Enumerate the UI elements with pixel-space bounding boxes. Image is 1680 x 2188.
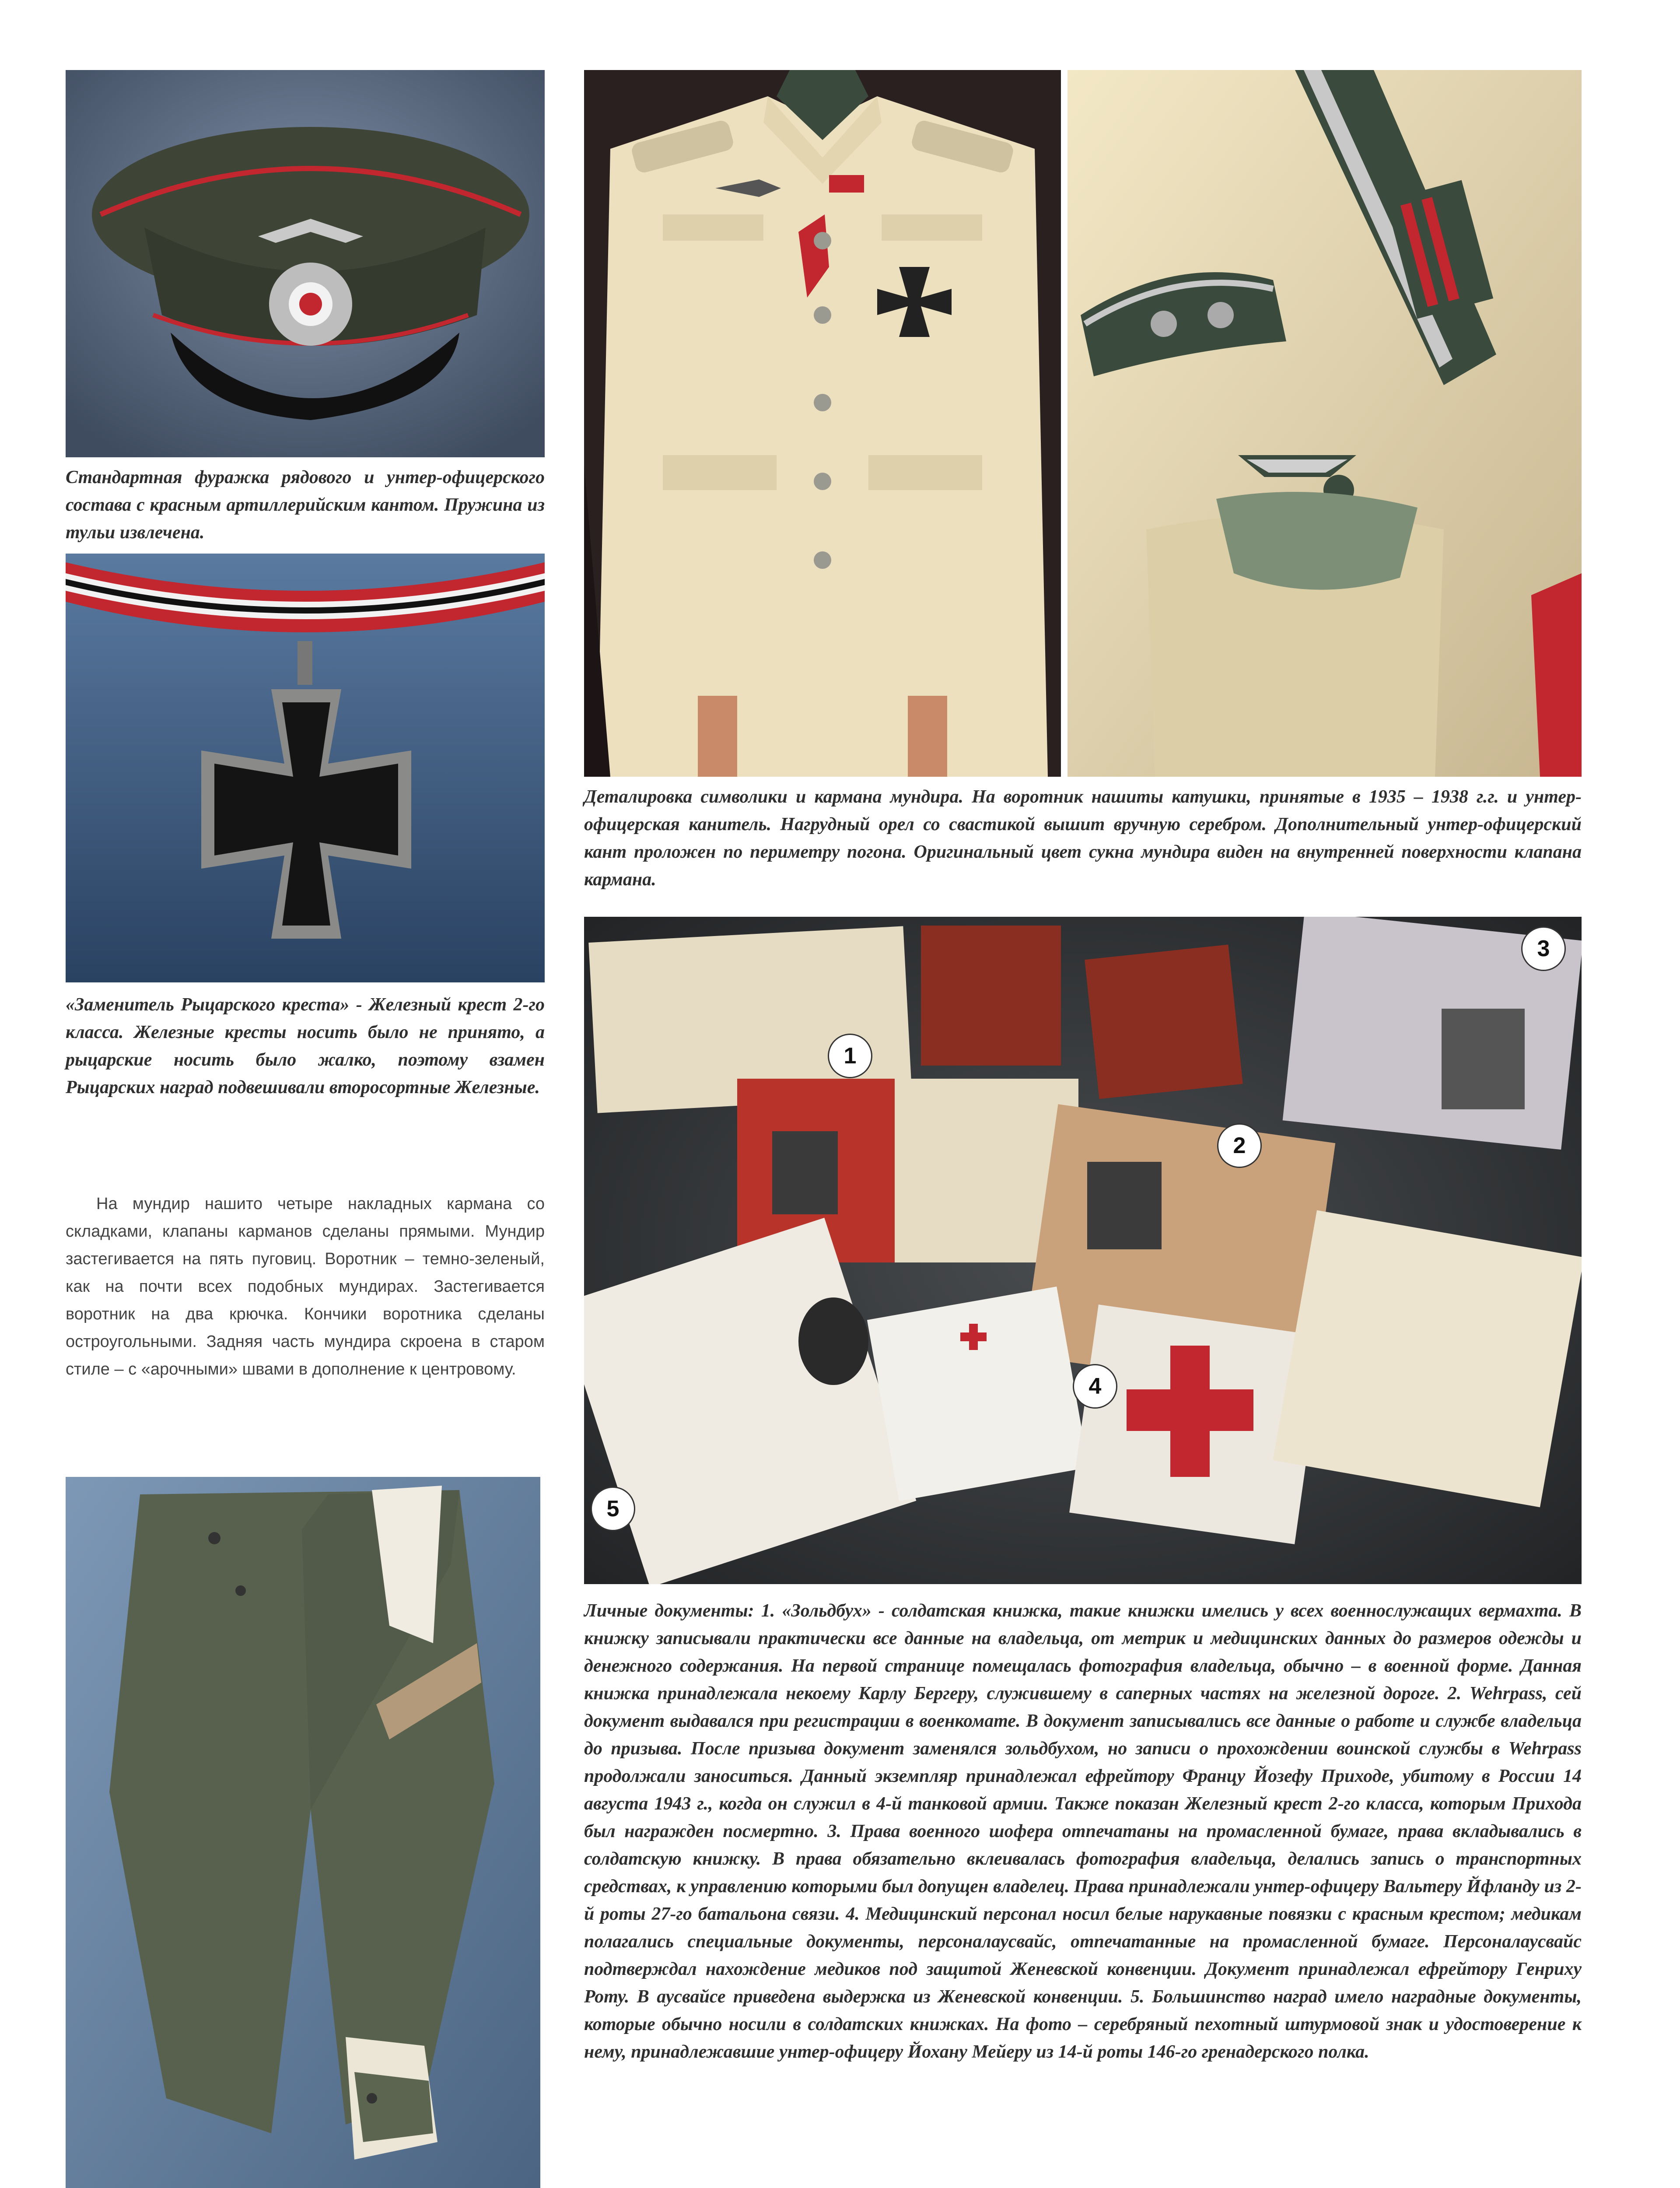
documents-illustration — [584, 917, 1582, 1584]
document-badge-5: 5 — [592, 1488, 634, 1530]
document-badge-3: 3 — [1522, 928, 1564, 970]
tunic-caption: Деталировка символики и кармана мундира. На воротник нашиты катушки, принятые в 1935 – 1938 г.г. и унтер-офицерская канитель. Нагрудный орел со свастикой вышит вручную серебром. Дополнительный унтер-офицерский кант проложен по периметру погона. Оригинальный цвет сукна мундира виден на внутренней поверхности клапана кармана. — [584, 787, 1582, 890]
tunic-photo — [584, 70, 1061, 777]
tunic-detail-illustration — [1068, 70, 1582, 777]
cap-caption: Стандартная фуражка рядового и унтер-офицерского состава с красным артиллерийским кантом. Пружина из тульи извлечена. — [66, 467, 545, 543]
document-badge-2: 2 — [1218, 1125, 1260, 1167]
iron-cross-photo — [66, 554, 545, 982]
cap-photo — [66, 70, 545, 457]
document-badge-4: 4 — [1074, 1365, 1116, 1407]
tunic-illustration — [584, 70, 1061, 777]
cross-caption: «Заменитель Рыцарского креста» - Железный крест 2-го класса. Железные кресты носить было не принято, а рыцарские носить было жалко, поэтому взамен Рыцарских наград подвешивали второсортные Железные. — [66, 995, 545, 1098]
documents-photo — [584, 917, 1582, 1584]
tunic-detail-photo — [1068, 70, 1582, 777]
cap-illustration — [66, 70, 545, 457]
iron-cross-illustration — [66, 554, 545, 982]
breeches-photo — [66, 1477, 540, 2188]
documents-caption: Личные документы: 1. «Зольдбух» - солдатская книжка, такие книжки имелись у всех военнослужащих вермахта. В книжку записывали практически все данные на владельца, от метрик и медицинских данных до размеров одежды и денежного содержания. На первой странице помещалась фотография владельца, обычно – в военной форме. Данная книжка принадлежала некоему Карлу Бергеру, служившему в саперных частях на железной дороге. 2. Wehrpass, сей документ выдавался при регистрации в военкомате. В документ записывались все данные о работе и службе владельца до призыва. После призыва документ заменялся зольдбухом, но записи о прохождении воинской службы в Wehrpass продолжали заноситься. Данный экземпляр принадлежал ефрейтору Францу Йозефу Приходе, убитому в России 14 августа 1943 г., когда он служил в 4-й танковой армии. Также показан Железный крест 2-го класса, которым Прихода был награжден посмертно. 3. Права военного шофера отпечатаны на промасленной бумаге, права вкладывались в солдатскую книжку. В права обязательно вклеивалась фотография владельца, делались запись о транспортных средствах, к управлению которыми был допущен владелец. Права принадлежали унтер-офицеру Вальтеру Йфланду из 2-й роты 27-го батальона связи. 4. Медицинский персонал носил белые нарукавные повязки с красным крестом; медикам полагались специальные документы, персоналаусвайс, отпечатанные на промасленной бумаге. Персоналаусвайс подтверждал нахождение медиков под защитой Женевской конвенции. Документ принадлежал ефрейтору Генриху Роту. В аусвайсе приведена выдержка из Женевской конвенции. 5. Большинство наград имело наградные документы, которые обычно носили в солдатских книжках. На фото – серебряный пехотный штурмовой знак и удостоверение к нему, принадлежавшие унтер-офицеру Йохану Мейеру из 14-й роты 146-го гренадерского полка. — [584, 1601, 1582, 2062]
document-badge-1: 1 — [829, 1035, 871, 1077]
tunic-description: На мундир нашито четыре накладных кармана со складками, клапаны карманов сделаны прямыми. Мундир застегивается на пять пуговиц. Воротник – темно-зеленый, как на почти всех подобных мундирах. Застегивается воротник на два крючка. Кончики воротника сделаны остроугольными. Задняя часть мундира скроена в старом стиле – с «арочными» швами в дополнение к центровому. — [66, 1195, 545, 1378]
breeches-illustration — [66, 1477, 540, 2188]
